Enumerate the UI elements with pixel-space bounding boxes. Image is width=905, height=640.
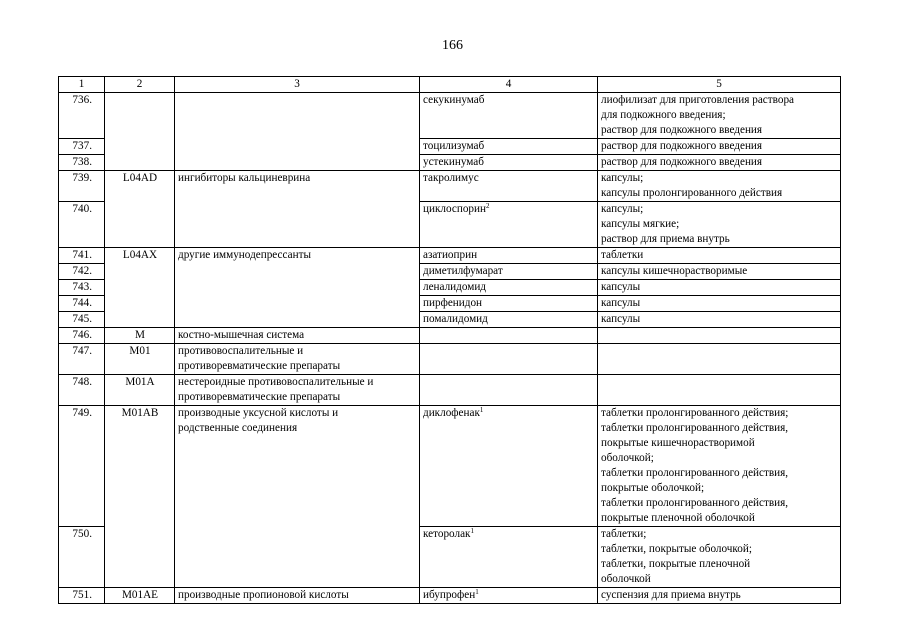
drug-name	[420, 344, 598, 375]
group-name	[175, 248, 420, 328]
drug-name-text: диклофенак	[423, 407, 480, 419]
table-header-row	[59, 77, 841, 93]
footnote-marker: 2	[485, 202, 490, 210]
header-col-5: 5	[598, 77, 841, 93]
dosage-form-line: капсулы кишечнорастворимые	[601, 265, 748, 277]
dosage-form-line: таблетки пролонгированного действия,	[601, 422, 789, 434]
row-number: 740.	[59, 202, 105, 248]
drug-name	[420, 202, 598, 248]
group-name-line: противовоспалительные и	[178, 345, 304, 357]
dosage-form-line: таблетки, покрытые оболочкой;	[601, 543, 752, 555]
footnote-marker: 1	[479, 406, 484, 414]
dosage-form-line: для подкожного введения;	[601, 109, 726, 121]
table-row	[59, 588, 841, 604]
row-number: 741.	[59, 248, 105, 264]
group-name-line: производные уксусной кислоты и	[178, 407, 339, 419]
dosage-form	[598, 296, 841, 312]
group-name-line: производные пропионовой кислоты	[178, 589, 349, 601]
dosage-form-line: капсулы мягкие;	[601, 218, 680, 230]
dosage-form-line: оболочкой;	[601, 452, 654, 464]
table-row	[59, 93, 841, 139]
table-row	[59, 344, 841, 375]
dosage-form	[598, 527, 841, 588]
drug-name	[420, 588, 598, 604]
group-name-line: ингибиторы кальциневрина	[178, 172, 311, 184]
dosage-form	[598, 328, 841, 344]
drug-name: помалидомид	[420, 312, 598, 328]
dosage-form	[598, 264, 841, 280]
dosage-form	[598, 139, 841, 155]
group-name-line: противоревматические препараты	[178, 360, 341, 372]
dosage-form	[598, 155, 841, 171]
row-number: 748.	[59, 375, 105, 406]
drug-name: тоцилизумаб	[420, 139, 598, 155]
header-col-3: 3	[175, 77, 420, 93]
row-number: 747.	[59, 344, 105, 375]
dosage-form-line: таблетки пролонгированного действия,	[601, 497, 789, 509]
group-name-line: костно-мышечная система	[178, 329, 305, 341]
table-row	[59, 375, 841, 406]
row-number: 743.	[59, 280, 105, 296]
group-name-cell	[175, 93, 420, 171]
atc-code: M	[105, 328, 175, 344]
dosage-form-line: раствор для подкожного введения	[601, 124, 763, 136]
row-number: 736.	[59, 93, 105, 139]
dosage-form-line: таблетки	[601, 249, 644, 261]
drug-name-text: ибупрофен	[423, 589, 476, 601]
table-row	[59, 248, 841, 264]
drug-name: пирфенидон	[420, 296, 598, 312]
header-col-4: 4	[420, 77, 598, 93]
row-number: 750.	[59, 527, 105, 588]
dosage-form	[598, 312, 841, 328]
dosage-form-line: раствор для приема внутрь	[601, 233, 730, 245]
dosage-form-line: покрытые оболочкой;	[601, 482, 705, 494]
dosage-form	[598, 171, 841, 202]
dosage-form-line: суспензия для приема внутрь	[601, 589, 741, 601]
group-name	[175, 344, 420, 375]
dosage-form-line: раствор для подкожного введения	[601, 156, 763, 168]
atc-code-cell	[105, 93, 175, 171]
dosage-form-line: капсулы;	[601, 203, 644, 215]
row-number: 738.	[59, 155, 105, 171]
dosage-form	[598, 344, 841, 375]
dosage-form	[598, 406, 841, 527]
dosage-form	[598, 93, 841, 139]
atc-code: M01AB	[105, 406, 175, 588]
medicines-table	[58, 76, 841, 604]
atc-code: L04AX	[105, 248, 175, 328]
dosage-form	[598, 202, 841, 248]
group-name	[175, 406, 420, 588]
dosage-form	[598, 588, 841, 604]
table-row	[59, 406, 841, 527]
header-col-2: 2	[105, 77, 175, 93]
dosage-form-line: лиофилизат для приготовления раствора	[601, 94, 794, 106]
row-number: 751.	[59, 588, 105, 604]
dosage-form-line: капсулы пролонгированного действия	[601, 187, 783, 199]
drug-name-text: кеторолак	[423, 528, 471, 540]
dosage-form-line: капсулы;	[601, 172, 644, 184]
footnote-marker: 1	[475, 588, 479, 596]
group-name-line: нестероидные противовоспалительные и	[178, 376, 374, 388]
table-row	[59, 171, 841, 202]
drug-name: диметилфумарат	[420, 264, 598, 280]
dosage-form-line: таблетки пролонгированного действия,	[601, 467, 789, 479]
dosage-form-line: покрытые кишечнорастворимой	[601, 437, 755, 449]
group-name	[175, 328, 420, 344]
header-col-1: 1	[59, 77, 105, 93]
row-number: 746.	[59, 328, 105, 344]
group-name	[175, 171, 420, 248]
dosage-form-line: покрытые пленочной оболочкой	[601, 512, 755, 524]
dosage-form-line: оболочкой	[601, 573, 651, 585]
atc-code: M01A	[105, 375, 175, 406]
drug-name	[420, 406, 598, 527]
row-number: 749.	[59, 406, 105, 527]
drug-name	[420, 328, 598, 344]
row-number: 742.	[59, 264, 105, 280]
atc-code: M01	[105, 344, 175, 375]
atc-code: L04AD	[105, 171, 175, 248]
dosage-form-line: капсулы	[601, 281, 641, 293]
row-number: 739.	[59, 171, 105, 202]
group-name-line: родственные соединения	[178, 422, 298, 434]
drug-name: азатиоприн	[420, 248, 598, 264]
row-number: 737.	[59, 139, 105, 155]
drug-name: устекинумаб	[420, 155, 598, 171]
footnote-marker: 1	[470, 527, 474, 535]
row-number: 744.	[59, 296, 105, 312]
drug-name: секукинумаб	[420, 93, 598, 139]
drug-name-text: циклоспорин	[423, 203, 486, 215]
dosage-form-line: таблетки, покрытые пленочной	[601, 558, 751, 570]
drug-name: леналидомид	[420, 280, 598, 296]
drug-name: такролимус	[420, 171, 598, 202]
group-name	[175, 375, 420, 406]
dosage-form-line: таблетки пролонгированного действия;	[601, 407, 789, 419]
group-name-line: другие иммунодепрессанты	[178, 249, 311, 261]
dosage-form-line: таблетки;	[601, 528, 647, 540]
dosage-form-line: раствор для подкожного введения	[601, 140, 763, 152]
dosage-form	[598, 280, 841, 296]
dosage-form	[598, 375, 841, 406]
drug-name	[420, 375, 598, 406]
group-name	[175, 588, 420, 604]
drug-name	[420, 527, 598, 588]
table-row	[59, 328, 841, 344]
group-name-line: противоревматические препараты	[178, 391, 341, 403]
page-number: 166	[442, 38, 463, 53]
atc-code: M01AE	[105, 588, 175, 604]
dosage-form-line: капсулы	[601, 297, 641, 309]
dosage-form	[598, 248, 841, 264]
dosage-form-line: капсулы	[601, 313, 641, 325]
row-number: 745.	[59, 312, 105, 328]
